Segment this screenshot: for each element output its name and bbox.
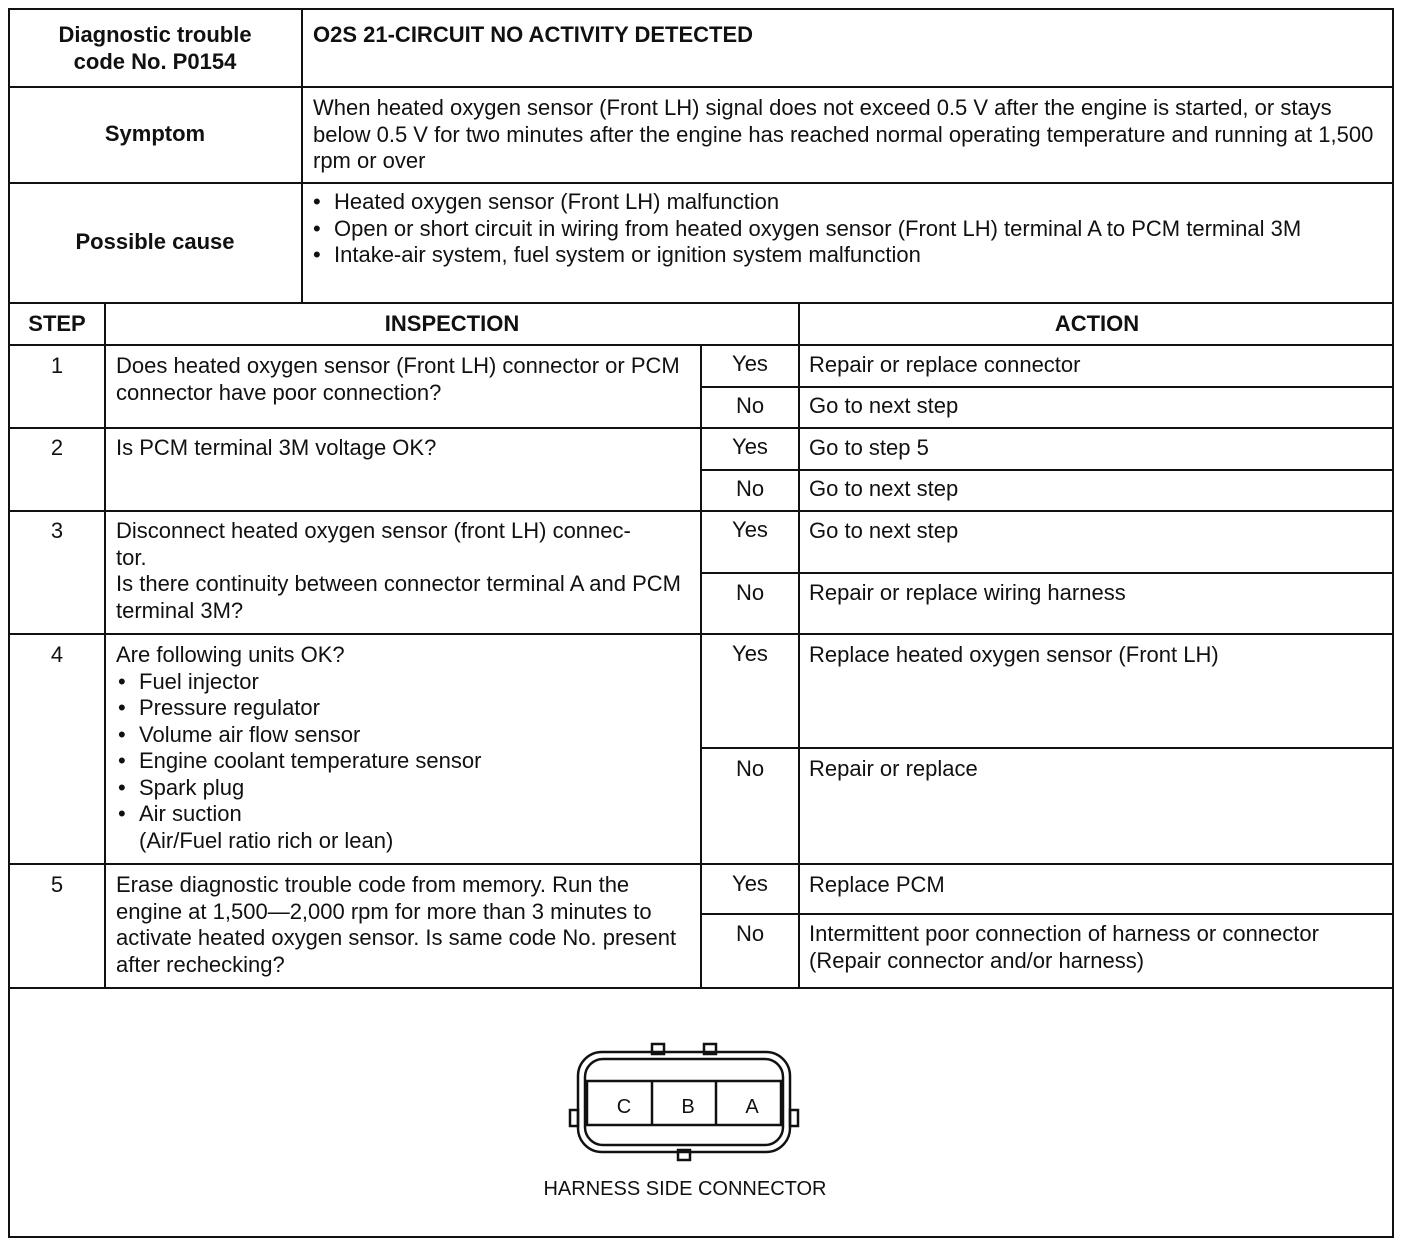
unit-item: • Pressure regulator: [116, 695, 694, 722]
symptom-text: When heated oxygen sensor (Front LH) signal does not exceed 0.5 V after the engine is started, or stays below 0.5 V for two minutes after the engine has reached normal operating temperature and running at 1,500 rpm or over: [313, 95, 1374, 173]
inspection-line: tor.: [116, 544, 147, 570]
dtc-label-line2: code No. P0154: [73, 48, 237, 74]
step-number: 3: [50, 518, 64, 543]
step-number: 2: [50, 435, 64, 460]
step-inspection: Does heated oxygen sensor (Front LH) connector or PCM connector have poor connection?: [116, 353, 680, 405]
no-action: Go to next step: [809, 393, 959, 418]
cause-item: • Heated oxygen sensor (Front LH) malfunction: [311, 189, 1385, 216]
yes-action: Replace PCM: [809, 872, 945, 897]
unit-item: • Engine coolant temperature sensor: [116, 748, 694, 775]
yes-label: Yes: [732, 434, 768, 459]
step-number: 1: [50, 353, 64, 378]
terminal-label-a: A: [745, 1096, 759, 1118]
unit-item: • Fuel injector: [116, 669, 694, 696]
units-note: (Air/Fuel ratio rich or lean): [139, 827, 394, 853]
unit-item: • Volume air flow sensor: [116, 722, 694, 749]
dtc-label-line1: Diagnostic trouble: [58, 22, 252, 47]
cause-item: • Intake-air system, fuel system or ignition system malfunction: [311, 242, 1385, 269]
dtc-title: O2S 21-CIRCUIT NO ACTIVITY DETECTED: [313, 22, 754, 47]
action-header: ACTION: [1054, 311, 1140, 336]
inspection-question: Are following units OK?: [116, 642, 345, 667]
step-inspection: Is PCM terminal 3M voltage OK?: [116, 435, 437, 460]
inspection-line: Is there continuity between connector terminal A and PCM terminal 3M?: [116, 571, 681, 623]
no-label: No: [735, 756, 765, 781]
step-inspection: [116, 642, 694, 854]
no-label: No: [735, 393, 765, 418]
cause-item: • Open or short circuit in wiring from heated oxygen sensor (Front LH) terminal A to PCM terminal 3M: [311, 216, 1385, 243]
yes-action: Go to step 5: [809, 435, 929, 460]
no-label: No: [735, 921, 765, 946]
yes-action: Replace heated oxygen sensor (Front LH): [809, 642, 1219, 667]
harness-connector-diagram: [560, 1036, 810, 1168]
no-label: No: [735, 580, 765, 605]
no-action-line: (Repair connector and/or harness): [809, 947, 1145, 973]
unit-item: • Spark plug: [116, 775, 694, 802]
step-inspection: Erase diagnostic trouble code from memory. Run the engine at 1,500—2,000 rpm for more than 3 minutes to activate heated oxygen sensor. Is same code No. present after rechecking?: [116, 872, 677, 977]
no-action: Repair or replace wiring harness: [809, 580, 1126, 605]
no-label: No: [735, 476, 765, 501]
step-inspection: [116, 518, 696, 624]
possible-cause-list: [311, 189, 1385, 269]
step-number: 4: [50, 642, 64, 667]
yes-action: Repair or replace connector: [809, 352, 1081, 377]
possible-cause-label: Possible cause: [75, 229, 235, 254]
yes-label: Yes: [732, 351, 768, 376]
inspection-header: INSPECTION: [384, 311, 520, 336]
yes-label: Yes: [732, 517, 768, 542]
dtc-label: [10, 22, 300, 75]
connector-caption: HARNESS SIDE CONNECTOR: [543, 1178, 827, 1200]
terminal-label-b: B: [681, 1096, 695, 1118]
terminal-label-c: C: [616, 1096, 632, 1118]
yes-label: Yes: [732, 641, 768, 666]
no-action: Repair or replace: [809, 756, 978, 781]
inspection-line: Disconnect heated oxygen sensor (front LH) connec-: [116, 518, 631, 543]
no-action-line: Intermittent poor connection of harness or connector: [809, 921, 1319, 946]
no-action: [809, 921, 1393, 974]
symptom-label: Symptom: [104, 121, 206, 146]
step-number: 5: [50, 872, 64, 897]
unit-item: • Air suction: [116, 801, 694, 828]
no-action: Go to next step: [809, 476, 959, 501]
step-header: STEP: [28, 311, 86, 336]
yes-action: Go to next step: [809, 518, 959, 543]
yes-label: Yes: [732, 871, 768, 896]
